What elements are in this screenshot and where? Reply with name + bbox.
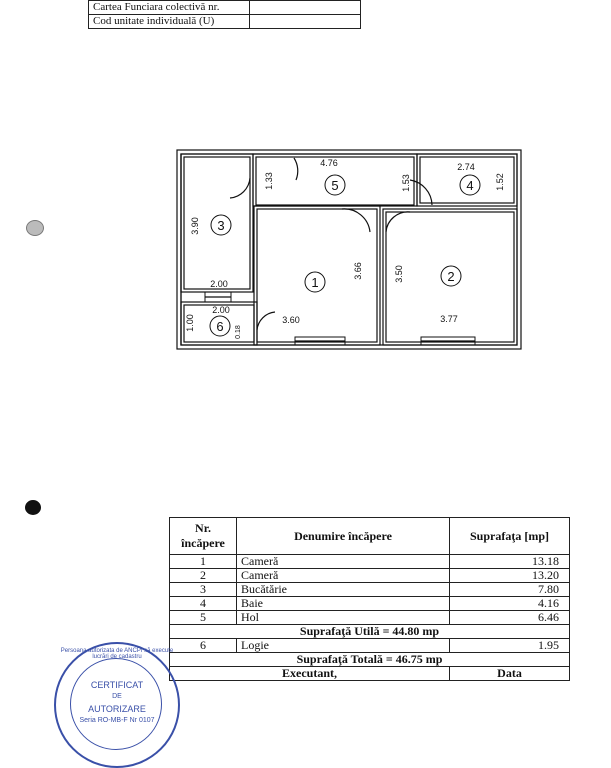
punch-hole-mark: [25, 500, 41, 515]
dim-label: 1.33: [264, 172, 274, 190]
dim-label: 3.90: [190, 217, 200, 235]
stamp-text: DE: [112, 693, 122, 700]
room-nr: 6: [170, 639, 237, 653]
table-header-row: [170, 518, 570, 555]
room-name: Hol: [237, 611, 450, 625]
room-name: Bucătărie: [237, 583, 450, 597]
room-area: 6.46: [450, 611, 570, 625]
table-row: [170, 555, 570, 569]
dim-label: 1.00: [185, 314, 195, 332]
executant-label: Executant,: [170, 667, 450, 681]
room-area: 4.16: [450, 597, 570, 611]
table-row: [170, 569, 570, 583]
room-number: 5: [331, 178, 339, 193]
cf-label: Cartea Funciara colectivă nr.: [89, 1, 250, 15]
dim-label: 2.00: [212, 305, 230, 315]
table-row: [170, 597, 570, 611]
dim-label: 0.18: [235, 325, 242, 339]
authorization-stamp: [54, 642, 180, 768]
room-number: 3: [217, 218, 225, 233]
stamp-text: CERTIFICAT: [90, 680, 144, 690]
header-nr: Nr. încăpere: [170, 518, 237, 555]
room-nr: 2: [170, 569, 237, 583]
room-nr: 1: [170, 555, 237, 569]
useful-total: Suprafaţă Utilă = 44.80 mp: [170, 625, 570, 639]
table-row: [170, 639, 570, 653]
room-number: 4: [466, 178, 474, 193]
data-label: Data: [450, 667, 570, 681]
dim-label: 3.60: [282, 315, 300, 325]
dim-label: 4.76: [320, 158, 338, 168]
room-number: 1: [311, 275, 319, 290]
stamp-ring-text: Persoana autorizata de ANCPI să execute lucrări de cadastru: [60, 648, 174, 660]
room-area: 13.18: [450, 555, 570, 569]
dim-label: 3.77: [440, 314, 458, 324]
room-name: Baie: [237, 597, 450, 611]
room-area: 7.80: [450, 583, 570, 597]
table-row: [170, 583, 570, 597]
cod-unitate-label: Cod unitate individuală (U): [89, 15, 250, 29]
dim-label: 2.74: [457, 162, 475, 172]
room-name: Cameră: [237, 569, 450, 583]
room-nr: 4: [170, 597, 237, 611]
room-number: 6: [216, 319, 224, 334]
room-nr: 3: [170, 583, 237, 597]
punch-hole-mark: [26, 220, 44, 236]
dim-label: 3.66: [353, 262, 363, 280]
stamp-text: Seria RO-MB-F Nr 0107: [79, 717, 155, 724]
room-area: 13.20: [450, 569, 570, 583]
table-row: [170, 611, 570, 625]
rooms-table: [169, 517, 570, 681]
useful-total-row: [170, 625, 570, 639]
dim-label: 1.52: [495, 173, 505, 191]
dim-label: 1.53: [401, 174, 411, 192]
grand-total: Suprafaţă Totală = 46.75 mp: [170, 653, 570, 667]
header-name: Denumire încăpere: [237, 518, 450, 555]
room-name: Cameră: [237, 555, 450, 569]
room-number: 2: [447, 269, 455, 284]
header-area: Suprafaţa [mp]: [450, 518, 570, 555]
room-nr: 5: [170, 611, 237, 625]
room-area: 1.95: [450, 639, 570, 653]
stamp-text: AUTORIZARE: [88, 704, 146, 714]
grand-total-row: [170, 653, 570, 667]
room-name: Logie: [237, 639, 450, 653]
footer-row: [170, 667, 570, 681]
dim-label: 2.00: [210, 279, 228, 289]
dim-label: 3.50: [394, 265, 404, 283]
